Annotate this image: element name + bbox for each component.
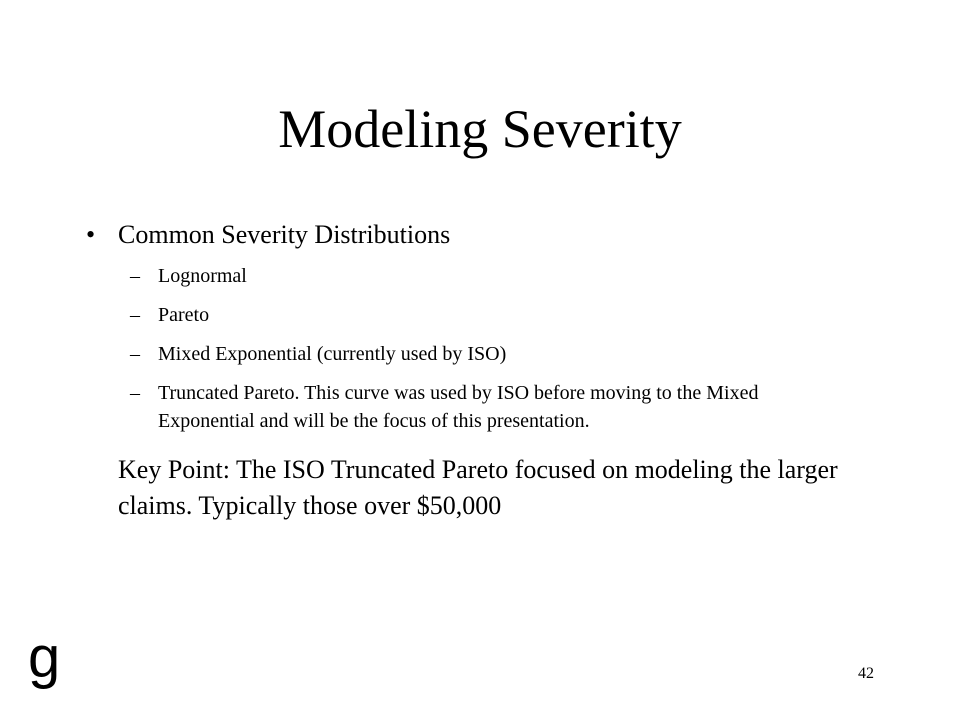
sub-item-marker: – bbox=[130, 382, 140, 404]
sub-item-text: Mixed Exponential (currently used by ISO) bbox=[158, 343, 507, 365]
sub-item-text: Truncated Pareto. This curve was used by ISO before moving to the Mixed Exponential and will be the focus of this presentation. bbox=[158, 382, 759, 432]
logo-g-icon: g bbox=[28, 625, 61, 690]
key-point-text: Key Point: The ISO Truncated Pareto focused on modeling the larger claims. Typically those over $50,000 bbox=[118, 455, 838, 520]
sub-item-text: Pareto bbox=[158, 304, 210, 326]
sub-item-text: Lognormal bbox=[158, 265, 247, 287]
sub-item-marker: – bbox=[130, 265, 140, 287]
slide-title: Modeling Severity bbox=[278, 99, 682, 159]
sub-item-marker: – bbox=[130, 304, 140, 326]
page-number: 42 bbox=[858, 665, 874, 682]
bullet-marker: • bbox=[86, 220, 96, 249]
bullet-text: Common Severity Distributions bbox=[118, 220, 451, 249]
sub-item-marker: – bbox=[130, 343, 140, 365]
